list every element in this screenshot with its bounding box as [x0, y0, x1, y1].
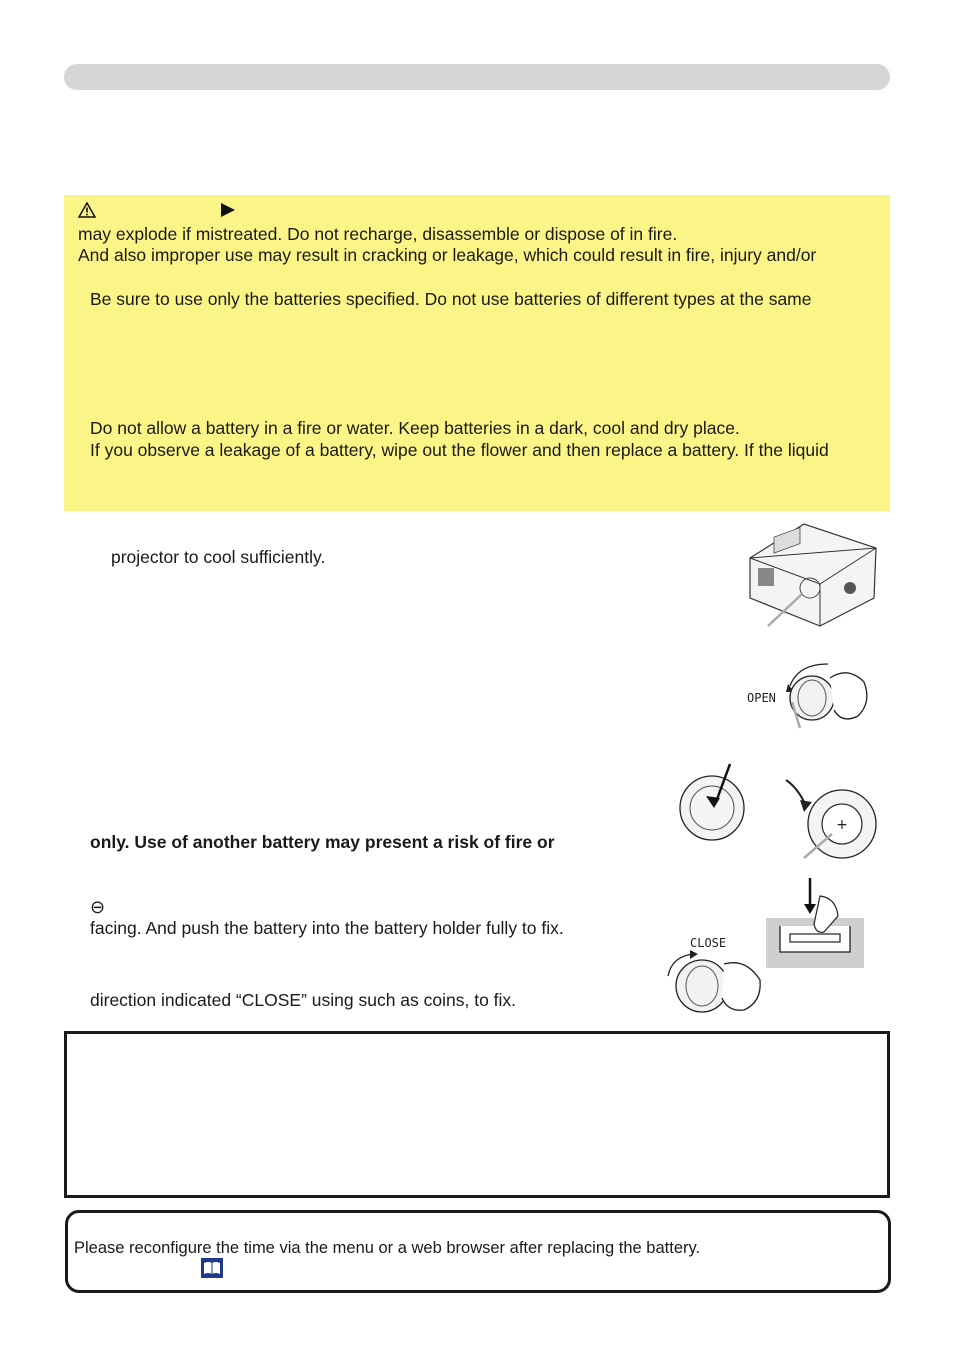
warning-line-2: And also improper use may result in cracking or leakage, which could result in fire, injury and/or — [78, 245, 817, 265]
warning-line-1: may explode if mistreated. Do not recharge, disassemble or dispose of in fire. — [78, 224, 678, 244]
warning-line-5: If you observe a leakage of a battery, wipe out the flower and then replace a battery. If the liquid — [90, 440, 829, 460]
close-label: CLOSE — [690, 936, 727, 950]
projector-bottom-illustration — [744, 518, 880, 632]
warning-line-4: Do not allow a battery in a fire or water. Keep batteries in a dark, cool and dry place. — [90, 418, 740, 438]
close-cover-illustration — [662, 950, 766, 1016]
book-reference-icon[interactable] — [201, 1258, 223, 1278]
push-battery-illustration — [766, 876, 866, 970]
section-header-bar — [64, 64, 890, 90]
step-1-text: projector to cool sufficiently. — [111, 547, 326, 567]
minus-symbol: ⊖ — [90, 897, 106, 917]
step-4-text: facing. And push the battery into the battery holder fully to fix. — [90, 918, 564, 938]
warning-triangle-icon — [78, 202, 96, 218]
note-box — [64, 1031, 890, 1198]
play-arrow-icon — [220, 203, 236, 217]
remove-battery-illustration — [676, 762, 756, 842]
battery-plus-mark: + — [836, 817, 848, 833]
battery-in-holder-illustration — [778, 772, 878, 862]
tip-text: Please reconfigure the time via the menu or a web browser after replacing the battery. — [74, 1239, 701, 1257]
open-label: OPEN — [747, 691, 776, 705]
step-5-text: direction indicated “CLOSE” using such as coins, to fix. — [90, 990, 517, 1010]
step-3-caution-text: only. Use of another battery may present a risk of fire or — [90, 832, 555, 852]
open-cover-illustration — [778, 658, 874, 730]
warning-line-3: Be sure to use only the batteries specified. Do not use batteries of different types at the same — [90, 289, 812, 309]
